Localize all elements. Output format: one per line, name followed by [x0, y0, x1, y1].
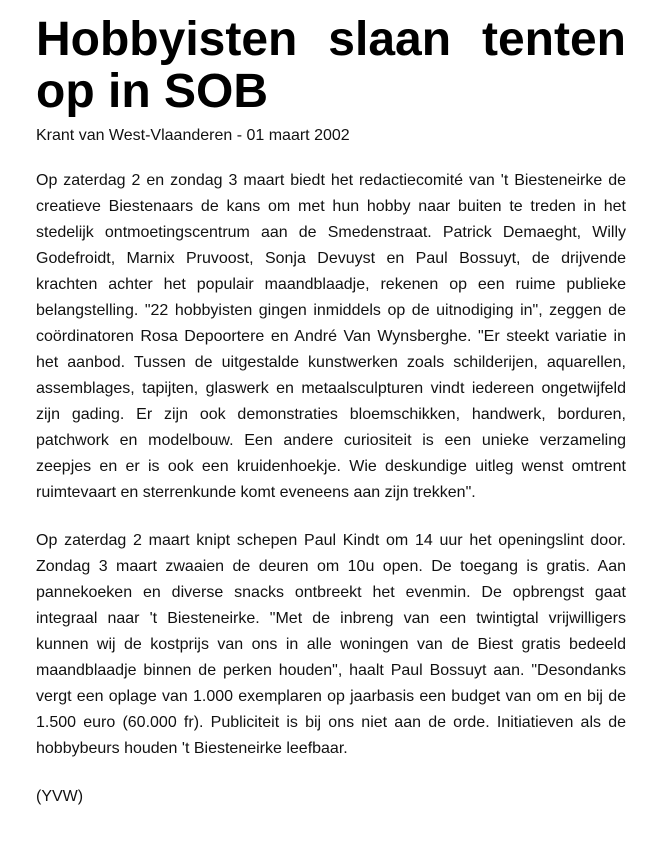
- article-body: [36, 168, 626, 810]
- article-title: Hobbyisten slaan tenten op in SOB: [36, 13, 626, 118]
- paragraph-2: Op zaterdag 2 maart knipt schepen Paul Kindt om 14 uur het openingslint door. Zondag 3 maart zwaaien de deuren om 10u open. De toegang is gratis. Aan pannekoeken en diverse snacks ontbreekt het evenmin. De opbrengst gaat integraal naar 't Biesteneirke. "Met de inbreng van een twintigtal vrijwilligers kunnen wij de kostprijs van ons in alle woningen van de Biest gratis bedeeld maandblaadje binnen de perken houden", haalt Paul Bossuyt aan. "Desondanks vergt een oplage van 1.000 exemplaren op jaarbasis een budget van om en bij de 1.500 euro (60.000 fr). Publiciteit is bij ons niet aan de orde. Initiatieven als de hobbybeurs houden 't Biesteneirke leefbaar.: [36, 532, 626, 757]
- paragraph-1: Op zaterdag 2 en zondag 3 maart biedt het redactiecomité van 't Biesteneirke de creatieve Biestenaars de kans om met hun hobby naar buiten te treden in het stedelijk ontmoetingscentrum aan de Smedenstraat. Patrick Demaeght, Willy Godefroidt, Marnix Pruvoost, Sonja Devuyst en Paul Bossuyt, de drijvende krachten achter het populair maandblaadje, rekenen op een ruime publieke belangstelling. "22 hobbyisten gingen inmiddels op de uitnodiging in", zeggen de coördinatoren Rosa Depoortere en André Van Wynsberghe. "Er steekt variatie in het aanbod. Tussen de uitgestalde kunstwerken zoals schilderijen, aquarellen, assemblages, tapijten, glaswerk en metaalsculpturen vindt iedereen ongetwijfeld zijn gading. Er zijn ook demonstraties bloemschikken, handwerk, borduren, patchwork en modelbouw. Een andere curiositeit is een unieke verzameling zeepjes en er is ook een kruidenhoekje. Wie deskundige uitleg wenst omtrent ruimtevaart en sterrenkunde komt eveneens aan zijn trekken".: [36, 172, 626, 501]
- article: [36, 0, 626, 810]
- author-signature: (YVW): [36, 788, 84, 805]
- article-source-date: Krant van West-Vlaanderen - 01 maart 2002: [36, 127, 350, 144]
